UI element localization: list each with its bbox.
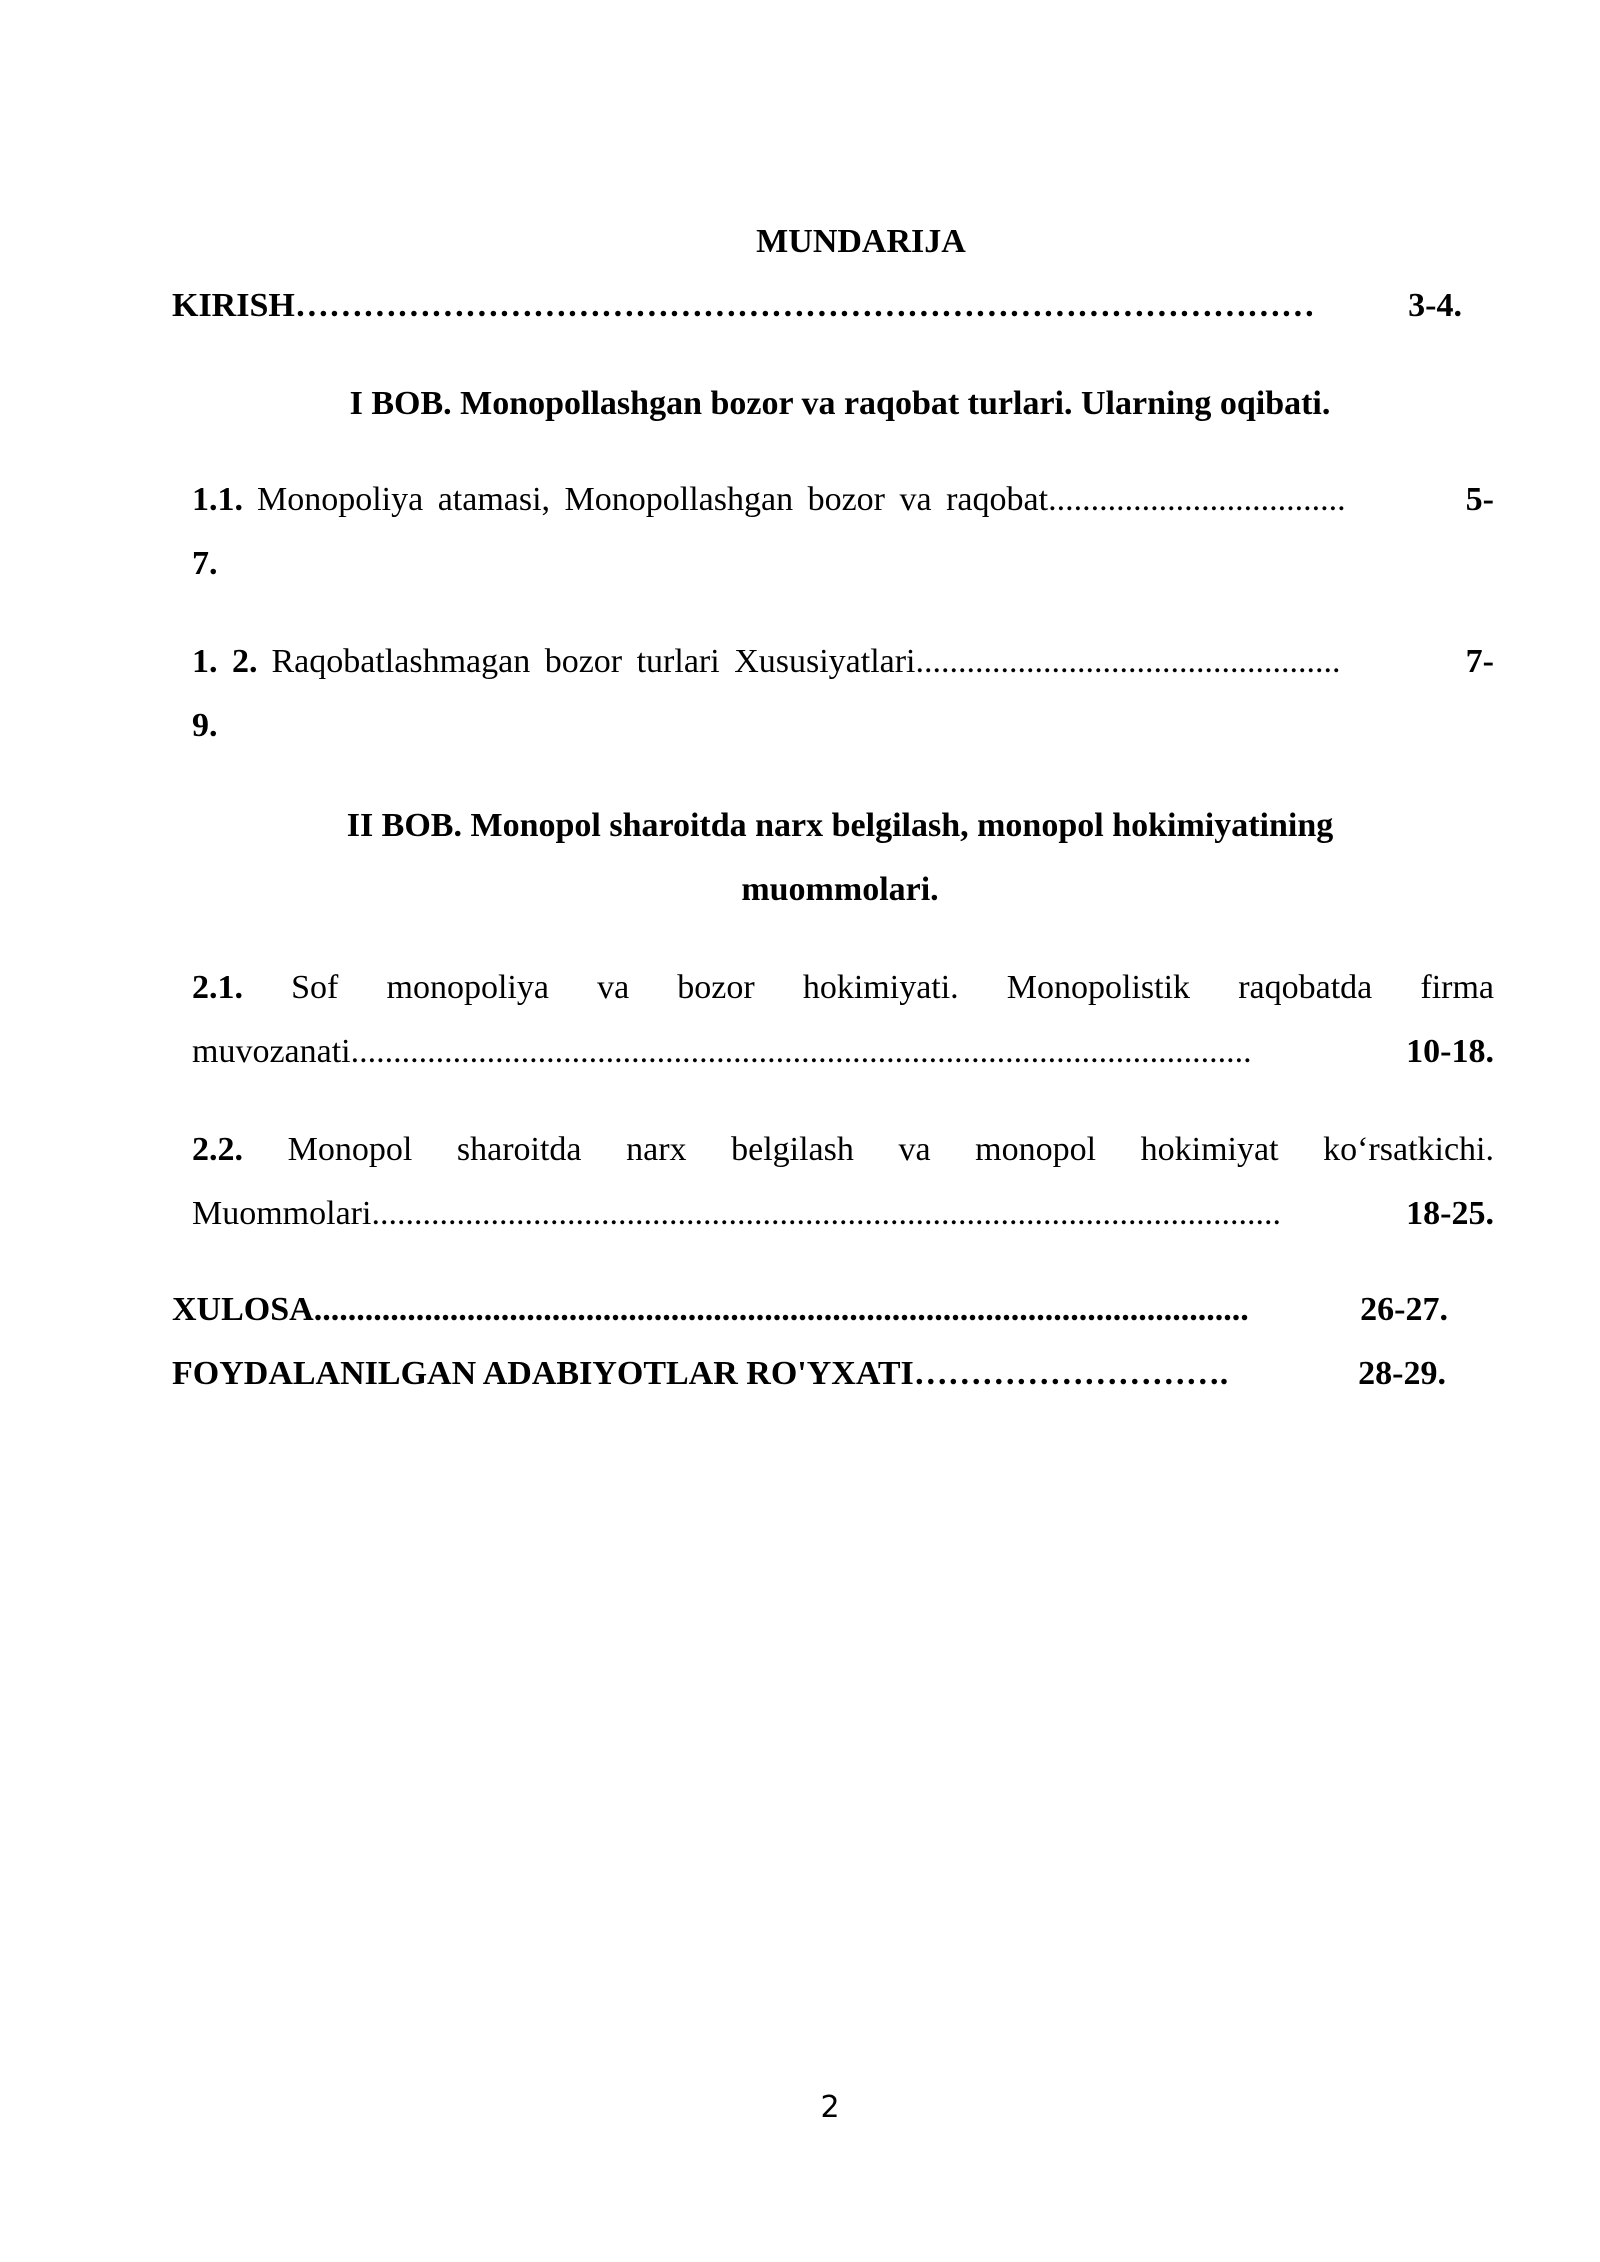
toc-conclusion-label: XULOSA (172, 1291, 314, 1328)
toc-conclusion-pages: 26-27. (1360, 1291, 1448, 1328)
chapter-2-heading-line2: muommolari. (741, 871, 939, 908)
section-title-line1: Sof monopoliya va bozor hokimiyati. Monopolistik raqobatda firma (291, 969, 1495, 1006)
section-number: 2.2. (192, 1131, 243, 1168)
chapter-2-heading[interactable] (190, 794, 1490, 922)
section-number: 2.1. (192, 969, 243, 1006)
section-title-line1: Monopol sharoitda narx belgilash va monopol hokimiyat ko‘rsatkichi. (287, 1131, 1495, 1168)
section-pages-end: 7. (192, 545, 218, 582)
toc-section-2-2[interactable] (192, 1118, 1494, 1246)
toc-section-1-2[interactable] (192, 630, 1494, 758)
section-pages-start: 5- (1465, 481, 1494, 518)
section-dots: ................................... (1048, 481, 1346, 518)
section-pages-start: 7- (1465, 643, 1494, 680)
section-number: 1.1. (192, 481, 243, 518)
toc-section-2-1[interactable] (192, 956, 1494, 1084)
toc-intro-label: KIRISH (172, 287, 295, 324)
section-number: 1. 2. (192, 643, 258, 680)
section-dots: .................................................. (915, 643, 1341, 680)
toc-references-label: FOYDALANILGAN ADABIYOTLAR RO'YXATI (172, 1355, 914, 1392)
page-number: 2 (820, 2090, 840, 2125)
toc-section-1-1[interactable] (192, 468, 1494, 596)
chapter-1-heading[interactable]: I BOB. Monopollashgan bozor va raqobat turlari. Ularning oqibati. (349, 385, 1331, 422)
toc-conclusion[interactable] (172, 1288, 1448, 1332)
section-pages: 18-25. (1406, 1195, 1494, 1232)
toc-intro-dots: ……………………………………………………………………………… (294, 287, 1315, 324)
section-dots: ........................................................................................................... (371, 1195, 1281, 1232)
section-title: Monopoliya atamasi, Monopollashgan bozor va raqobat (257, 481, 1049, 518)
page-title: MUNDARIJA (756, 223, 966, 260)
section-pages-end: 9. (192, 707, 218, 744)
section-pages: 10-18. (1406, 1033, 1494, 1070)
toc-references-pages: 28-29. (1358, 1355, 1446, 1392)
section-dots: .......................................................................................................... (350, 1033, 1252, 1070)
toc-intro-pages: 3-4. (1408, 287, 1462, 324)
chapter-2-heading-line1: II BOB. Monopol sharoitda narx belgilash, monopol hokimiyatining (346, 807, 1334, 844)
toc-references-dots: ………………………. (913, 1355, 1229, 1392)
toc-intro[interactable] (172, 284, 1462, 328)
toc-conclusion-dots: .............................................................................................................. (313, 1291, 1249, 1328)
section-title-line2: Muommolari (192, 1195, 372, 1232)
section-title-line2: muvozanati (192, 1033, 351, 1070)
section-title: Raqobatlashmagan bozor turlari Xususiyatlari (271, 643, 916, 680)
toc-references[interactable] (172, 1352, 1446, 1396)
